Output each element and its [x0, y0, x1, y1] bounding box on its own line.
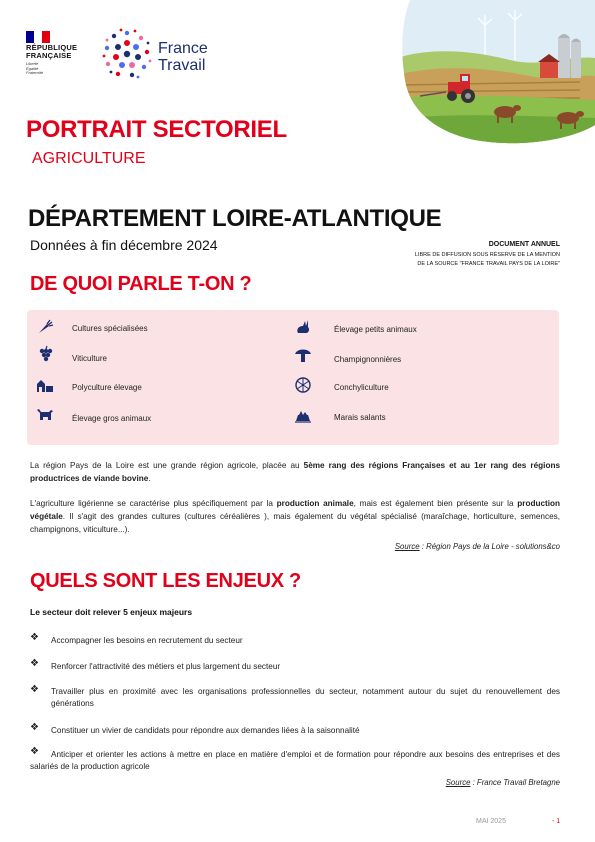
sector-label: Viticulture: [72, 354, 107, 363]
bullet-icon: ❖: [30, 684, 39, 695]
list-item: Accompagner les besoins en recrutement du secteur: [51, 636, 243, 645]
page-title: PORTRAIT SECTORIEL: [26, 116, 287, 143]
mushroom-icon: [294, 346, 312, 364]
rabbit-icon: [294, 317, 312, 335]
republique-motto: Liberté Égalité Fraternité: [26, 61, 44, 75]
data-date: Données à fin décembre 2024: [30, 237, 218, 253]
source-note: Source : France Travail Bretagne: [445, 778, 560, 787]
marianne-flag-icon: [26, 31, 50, 43]
sector-label: Conchyliculture: [334, 383, 389, 392]
diffusion-mention: LIBRE DE DIFFUSION SOUS RÉSERVE DE LA MENTION DE LA SOURCE "FRANCE TRAVAIL PAYS DE LA LOIRE": [414, 252, 560, 267]
sector-label: Champignonnières: [334, 355, 402, 364]
section-heading-parle: DE QUOI PARLE T-ON ?: [30, 273, 252, 295]
list-item: Renforcer l'attractivité des métiers et plus largement du secteur: [51, 662, 281, 671]
mixed-farm-icon: [36, 376, 54, 394]
grapes-icon: [36, 345, 54, 363]
enjeux-intro: Le secteur doit relever 5 enjeux majeurs: [30, 607, 193, 617]
france-travail-logo-icon: [102, 28, 152, 80]
footer-date: MAI 2025: [476, 818, 506, 825]
sector-label: Polyculture élevage: [72, 383, 142, 392]
source-note: Source : Région Pays de la Loire - solutions&co: [394, 542, 560, 551]
sector-label: Cultures spécialisées: [72, 324, 148, 333]
sector-label: Élevage gros animaux: [72, 414, 152, 423]
page-number: - 1: [552, 818, 561, 825]
section-heading-enjeux: QUELS SONT LES ENJEUX ?: [30, 570, 301, 592]
cow-icon: [36, 406, 54, 424]
page-subtitle: AGRICULTURE: [32, 150, 146, 167]
bullet-icon: ❖: [30, 722, 39, 733]
list-item: Anticiper et orienter les actions à mettre en place en matière d'emploi et de formation pour répondre aux besoins des entreprises et des salariés de la production agricole: [30, 750, 560, 771]
bullet-icon: ❖: [30, 658, 39, 669]
list-item: Constituer un vivier de candidats pour répondre aux demandes liées à la saisonnalité: [51, 726, 360, 735]
sector-label: Marais salants: [334, 413, 386, 422]
republique-francaise-logo: RÉPUBLIQUE FRANÇAISE: [26, 43, 78, 60]
carrot-icon: [36, 318, 54, 336]
bullet-icon: ❖: [30, 632, 39, 643]
salt-marsh-icon: [294, 406, 312, 424]
department-title: DÉPARTEMENT LOIRE-ATLANTIQUE: [28, 205, 442, 232]
paragraph-region: La région Pays de la Loire est une grande région agricole, placée au 5ème rang des régions Françaises et au 1er rang des régions productrices de viande bovine.: [30, 461, 561, 483]
france-travail-wordmark: France Travail: [158, 40, 208, 74]
paragraph-production: L'agriculture ligérienne se caractérise plus spécifiquement par la production animale, mais est également bien présente sur la production végétale. Il s'agit des grandes cultures (cultures céréalières ), mais également du végétal spécialisé (maraîchage, horticulture, semences, champignons, viticulture...).: [30, 499, 560, 534]
bullet-icon: ❖: [30, 746, 39, 757]
farm-illustration-icon: [380, 0, 595, 145]
sector-label: Élevage petits animaux: [334, 325, 417, 334]
shell-icon: [294, 376, 312, 394]
list-item: Travailler plus en proximité avec les organisations professionnelles du secteur, notamment autour du sujet du renouvellement des générations: [51, 687, 560, 708]
document-type: DOCUMENT ANNUEL: [488, 241, 560, 248]
